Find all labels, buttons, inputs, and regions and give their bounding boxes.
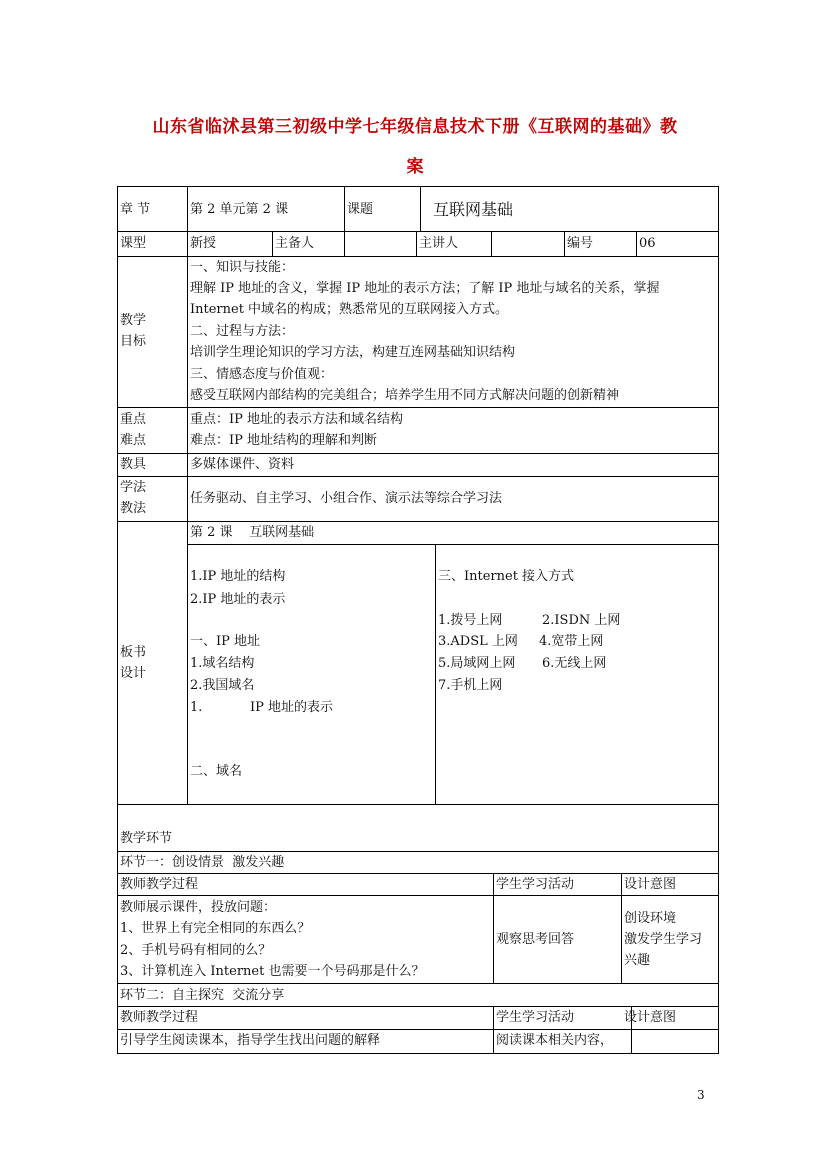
access-method: 2.ISDN 上网 bbox=[542, 613, 621, 628]
chapter-label: 章 节 bbox=[120, 202, 151, 217]
board-left-item: 1. bbox=[190, 700, 203, 715]
document-title-continued: 案 bbox=[406, 157, 424, 177]
board-left-item: 1.域名结构 bbox=[190, 656, 255, 671]
col-student-header: 学生学习活动 bbox=[496, 877, 575, 892]
col-design-header: 设计意图 bbox=[624, 877, 677, 892]
step1-teacher-line: 2、手机号码有相同的么？ bbox=[120, 943, 272, 958]
step1-title: 环节一：创设情景 激发兴趣 bbox=[120, 855, 285, 870]
board-left-item: 二、域名 bbox=[190, 764, 243, 779]
objectives-label-2: 目标 bbox=[120, 334, 147, 349]
access-method: 4.宽带上网 bbox=[539, 634, 604, 649]
document-title: 山东省临沭县第三初级中学七年级信息技术下册《互联网的基础》教 bbox=[152, 117, 678, 137]
step2-student-activity: 阅读课本相关内容， bbox=[496, 1033, 614, 1048]
page-number: 3 bbox=[697, 1088, 705, 1102]
board-left-item: 2.我国域名 bbox=[190, 678, 255, 693]
col-teacher-header: 教师教学过程 bbox=[120, 877, 199, 892]
tools-value: 多媒体课件、资料 bbox=[190, 457, 295, 472]
access-method: 6.无线上网 bbox=[542, 656, 607, 671]
chapter-value: 第 2 单元第 2 课 bbox=[190, 202, 289, 217]
objective-line: 二、过程与方法： bbox=[190, 324, 295, 339]
step1-design-line: 创设环境 bbox=[624, 911, 677, 926]
step2-title: 环节二：自主探究 交流分享 bbox=[120, 988, 285, 1003]
step1-student-activity: 观察思考回答 bbox=[496, 932, 575, 947]
board-left-item: 1.IP 地址的结构 bbox=[190, 569, 286, 584]
board-left-item: 一、IP 地址 bbox=[190, 634, 261, 649]
methods-label-2: 教法 bbox=[120, 501, 147, 516]
board-left-item: IP 地址的表示 bbox=[250, 700, 334, 715]
methods-value: 任务驱动、自主学习、小组合作、演示法等综合学习法 bbox=[190, 491, 503, 506]
board-left-item: 2.IP 地址的表示 bbox=[190, 592, 286, 607]
objective-line: 三、情感态度与价值观： bbox=[190, 367, 334, 382]
objective-line: 感受互联网内部结构的完美组合；培养学生用不同方式解决问题的创新精神 bbox=[190, 388, 620, 403]
objective-line: Internet 中域名的构成；熟悉常见的互联网接入方式。 bbox=[190, 302, 509, 317]
access-method: 1.拨号上网 bbox=[438, 613, 503, 628]
topic-value: 互联网基础 bbox=[433, 200, 514, 219]
objective-line: 一、知识与技能： bbox=[190, 260, 295, 275]
step2-teacher-line: 引导学生阅读课本，指导学生找出问题的解释 bbox=[120, 1033, 381, 1048]
step1-design-line: 兴趣 bbox=[624, 953, 651, 968]
number-label: 编号 bbox=[567, 236, 594, 251]
objective-line: 理解 IP 地址的含义，掌握 IP 地址的表示方法；了解 IP 地址与域名的关系，掌握 bbox=[190, 281, 660, 296]
difficult-point: 难点：IP 地址结构的理解和判断 bbox=[190, 433, 378, 448]
objectives-label-1: 教学 bbox=[120, 313, 147, 328]
access-method: 5.局域网上网 bbox=[438, 656, 516, 671]
key-point: 重点：IP 地址的表示方法和域名结构 bbox=[190, 412, 404, 427]
methods-label-1: 学法 bbox=[120, 480, 147, 495]
board-heading: 第 2 课 互联网基础 bbox=[190, 525, 315, 540]
board-label-2: 设计 bbox=[120, 666, 147, 681]
prep-label: 主备人 bbox=[275, 236, 315, 251]
step1-design-line: 激发学生学习 bbox=[624, 932, 703, 947]
number-value: 06 bbox=[639, 236, 656, 251]
objective-line: 培训学生理论知识的学习方法，构建互连网基础知识结构 bbox=[190, 345, 516, 360]
step1-teacher-line: 教师展示课件，投放问题： bbox=[120, 900, 277, 915]
lecturer-label: 主讲人 bbox=[419, 236, 459, 251]
col-student-header: 学生学习活动 bbox=[496, 1010, 575, 1025]
process-section-title: 教学环节 bbox=[120, 831, 173, 846]
type-value: 新授 bbox=[190, 236, 217, 251]
col-teacher-header: 教师教学过程 bbox=[120, 1010, 199, 1025]
step1-teacher-line: 3、计算机连入 Internet 也需要一个号码那是什么？ bbox=[120, 964, 425, 979]
col-design-header: 设计意图 bbox=[624, 1010, 677, 1025]
topic-label: 课题 bbox=[347, 202, 374, 217]
board-label-1: 板书 bbox=[120, 645, 147, 660]
access-method: 3.ADSL 上网 bbox=[438, 634, 518, 649]
keypoints-label-2: 难点 bbox=[120, 433, 147, 448]
tools-label: 教具 bbox=[120, 457, 147, 472]
access-method: 7.手机上网 bbox=[438, 678, 503, 693]
step1-teacher-line: 1、世界上有完全相同的东西么？ bbox=[120, 921, 311, 936]
board-right-title: 三、Internet 接入方式 bbox=[438, 569, 575, 584]
type-label: 课型 bbox=[120, 236, 147, 251]
keypoints-label-1: 重点 bbox=[120, 412, 147, 427]
